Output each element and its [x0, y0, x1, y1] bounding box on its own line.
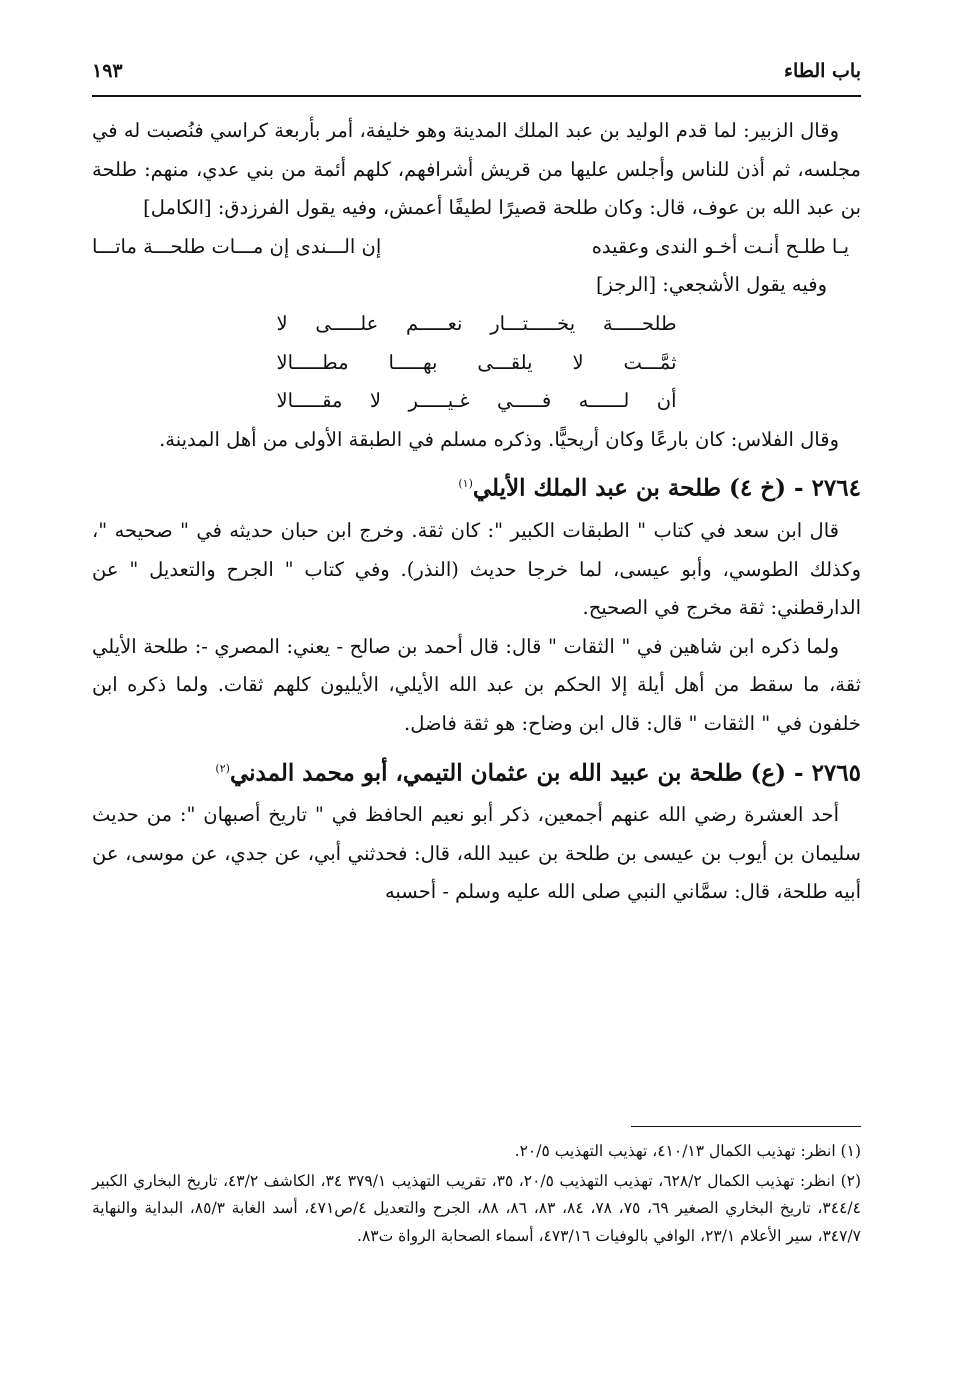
- verse-line: ثمَّـــت لا يلقـــى بهـــــا مطـــــالا: [276, 350, 677, 374]
- footnote-rule: [631, 1126, 861, 1127]
- entry-heading-text: ٢٧٦٤ - (خ ٤) طلحة بن عبد الملك الأيلي: [472, 475, 861, 502]
- running-head: باب الطاء: [784, 60, 861, 82]
- main-text: [92, 112, 861, 912]
- footnote-1: (١) انظر: تهذيب الكمال ٤١٠/١٣، تهذيب التهذيب ٢٠/٥.: [514, 1142, 861, 1160]
- footnote-marker: (١): [458, 477, 473, 491]
- header-rule: [92, 95, 861, 97]
- entry-heading-text: ٢٧٦٥ - (ع) طلحة بن عبيد الله بن عثمان التيمي، أبو محمد المدني: [229, 759, 861, 787]
- footnotes: [92, 1138, 861, 1252]
- verse-hemistich-first: يـا طلـح أنـت أخـو الندى وعقيده: [591, 234, 849, 258]
- footnote-marker: (٢): [215, 761, 230, 775]
- paragraph-zubayr: وقال الزبير: لما قدم الوليد بن عبد الملك المدينة وهو خليفة، أمر بأربعة كراسي فنُصبت له في مجلسه، ثم أذن للناس وأجلس عليها من قريش أشرافهم، كلهم أئمة من بني عدي، منهم: طلحة بن عبد الله بن عوف، قال: وكان طلحة قصيرًا لطيفًا أعمش، وفيه يقول الفرزدق: [الكامل]: [92, 119, 861, 220]
- entry-heading: [92, 746, 861, 797]
- page-number: ١٩٣: [92, 60, 123, 82]
- footnote-2: (٢) انظر: تهذيب الكمال ٦٢٨/٢، تهذيب التهذيب ٢٠/٥، ٣٥، تقريب التهذيب ٣٧٩/١ ٣٤، الكاشف ٤٣/٢، تاريخ البخاري الكبير ٣٤٤/٤، تاريخ البخاري الصغير ٦٩، ٧٥، ٧٨، ٨٤، ٨٣، ٨٦، ٨٨، الجرح والتعديل ٤/ص٤٧١، أسد الغابة ٨٥/٣، البداية والنهاية ٣٤٧/٧، سير الأعلام ٢٣/١، الوافي بالوفيات ٤٧٣/١٦، أسماء الصحابة الرواة ت٨٣.: [92, 1171, 862, 1245]
- paragraph-ashjai: وفيه يقول الأشجعي: [الرجز]: [595, 273, 827, 297]
- verse-line: أن لــــــه فـــــي غـيـــــر لا مقـــــالا: [276, 389, 677, 413]
- entry-heading: [92, 461, 861, 512]
- paragraph-abu-nuaym: أحد العشرة رضي الله عنهم أجمعين، ذكر أبو نعيم الحافظ في " تاريخ أصبهان ": من حديث سليمان بن أيوب بن عيسى بن طلحة بن عبيد الله، قال: فحدثني أبي، عن جدي، عن موسى، عن أبيه طلحة، قال: سمَّاني النبي صلى الله عليه وسلم - أحسبه: [92, 803, 861, 904]
- paragraph-ibn-shahin: ولما ذكره ابن شاهين في " الثقات " قال: قال أحمد بن صالح - يعني: المصري -: طلحة الأيلي ثقة، ما سقط من أهل أيلة إلا الحكم بن عبد الله الأيلي، الأيليون كلهم ثقات. ولما ذكره ابن خلفون في " الثقات " قال: قال ابن وضاح: هو ثقة فاضل.: [92, 634, 861, 735]
- verse-hemistich-second: إن الـــندى إن مـــات طلحـــة ماتـــا: [92, 234, 382, 258]
- verse-farazdaq: [92, 228, 849, 267]
- verse-line: طلحـــــة يخـــــتـــار نعـــــم علـــــى لا: [276, 311, 677, 335]
- paragraph-fallas: وقال الفلاس: كان بارعًا وكان أريحيًّا. وذكره مسلم في الطبقة الأولى من أهل المدينة.: [159, 427, 839, 451]
- paragraph-ibn-sad: قال ابن سعد في كتاب " الطبقات الكبير ": كان ثقة. وخرج ابن حبان حديثه في " صحيحه "، وكذلك الطوسي، وأبو عيسى، لما خرجا حديث (النذر). وفي كتاب " الجرح والتعديل " عن الدارقطني: ثقة مخرج في الصحيح.: [92, 519, 861, 620]
- page-header: [92, 58, 861, 94]
